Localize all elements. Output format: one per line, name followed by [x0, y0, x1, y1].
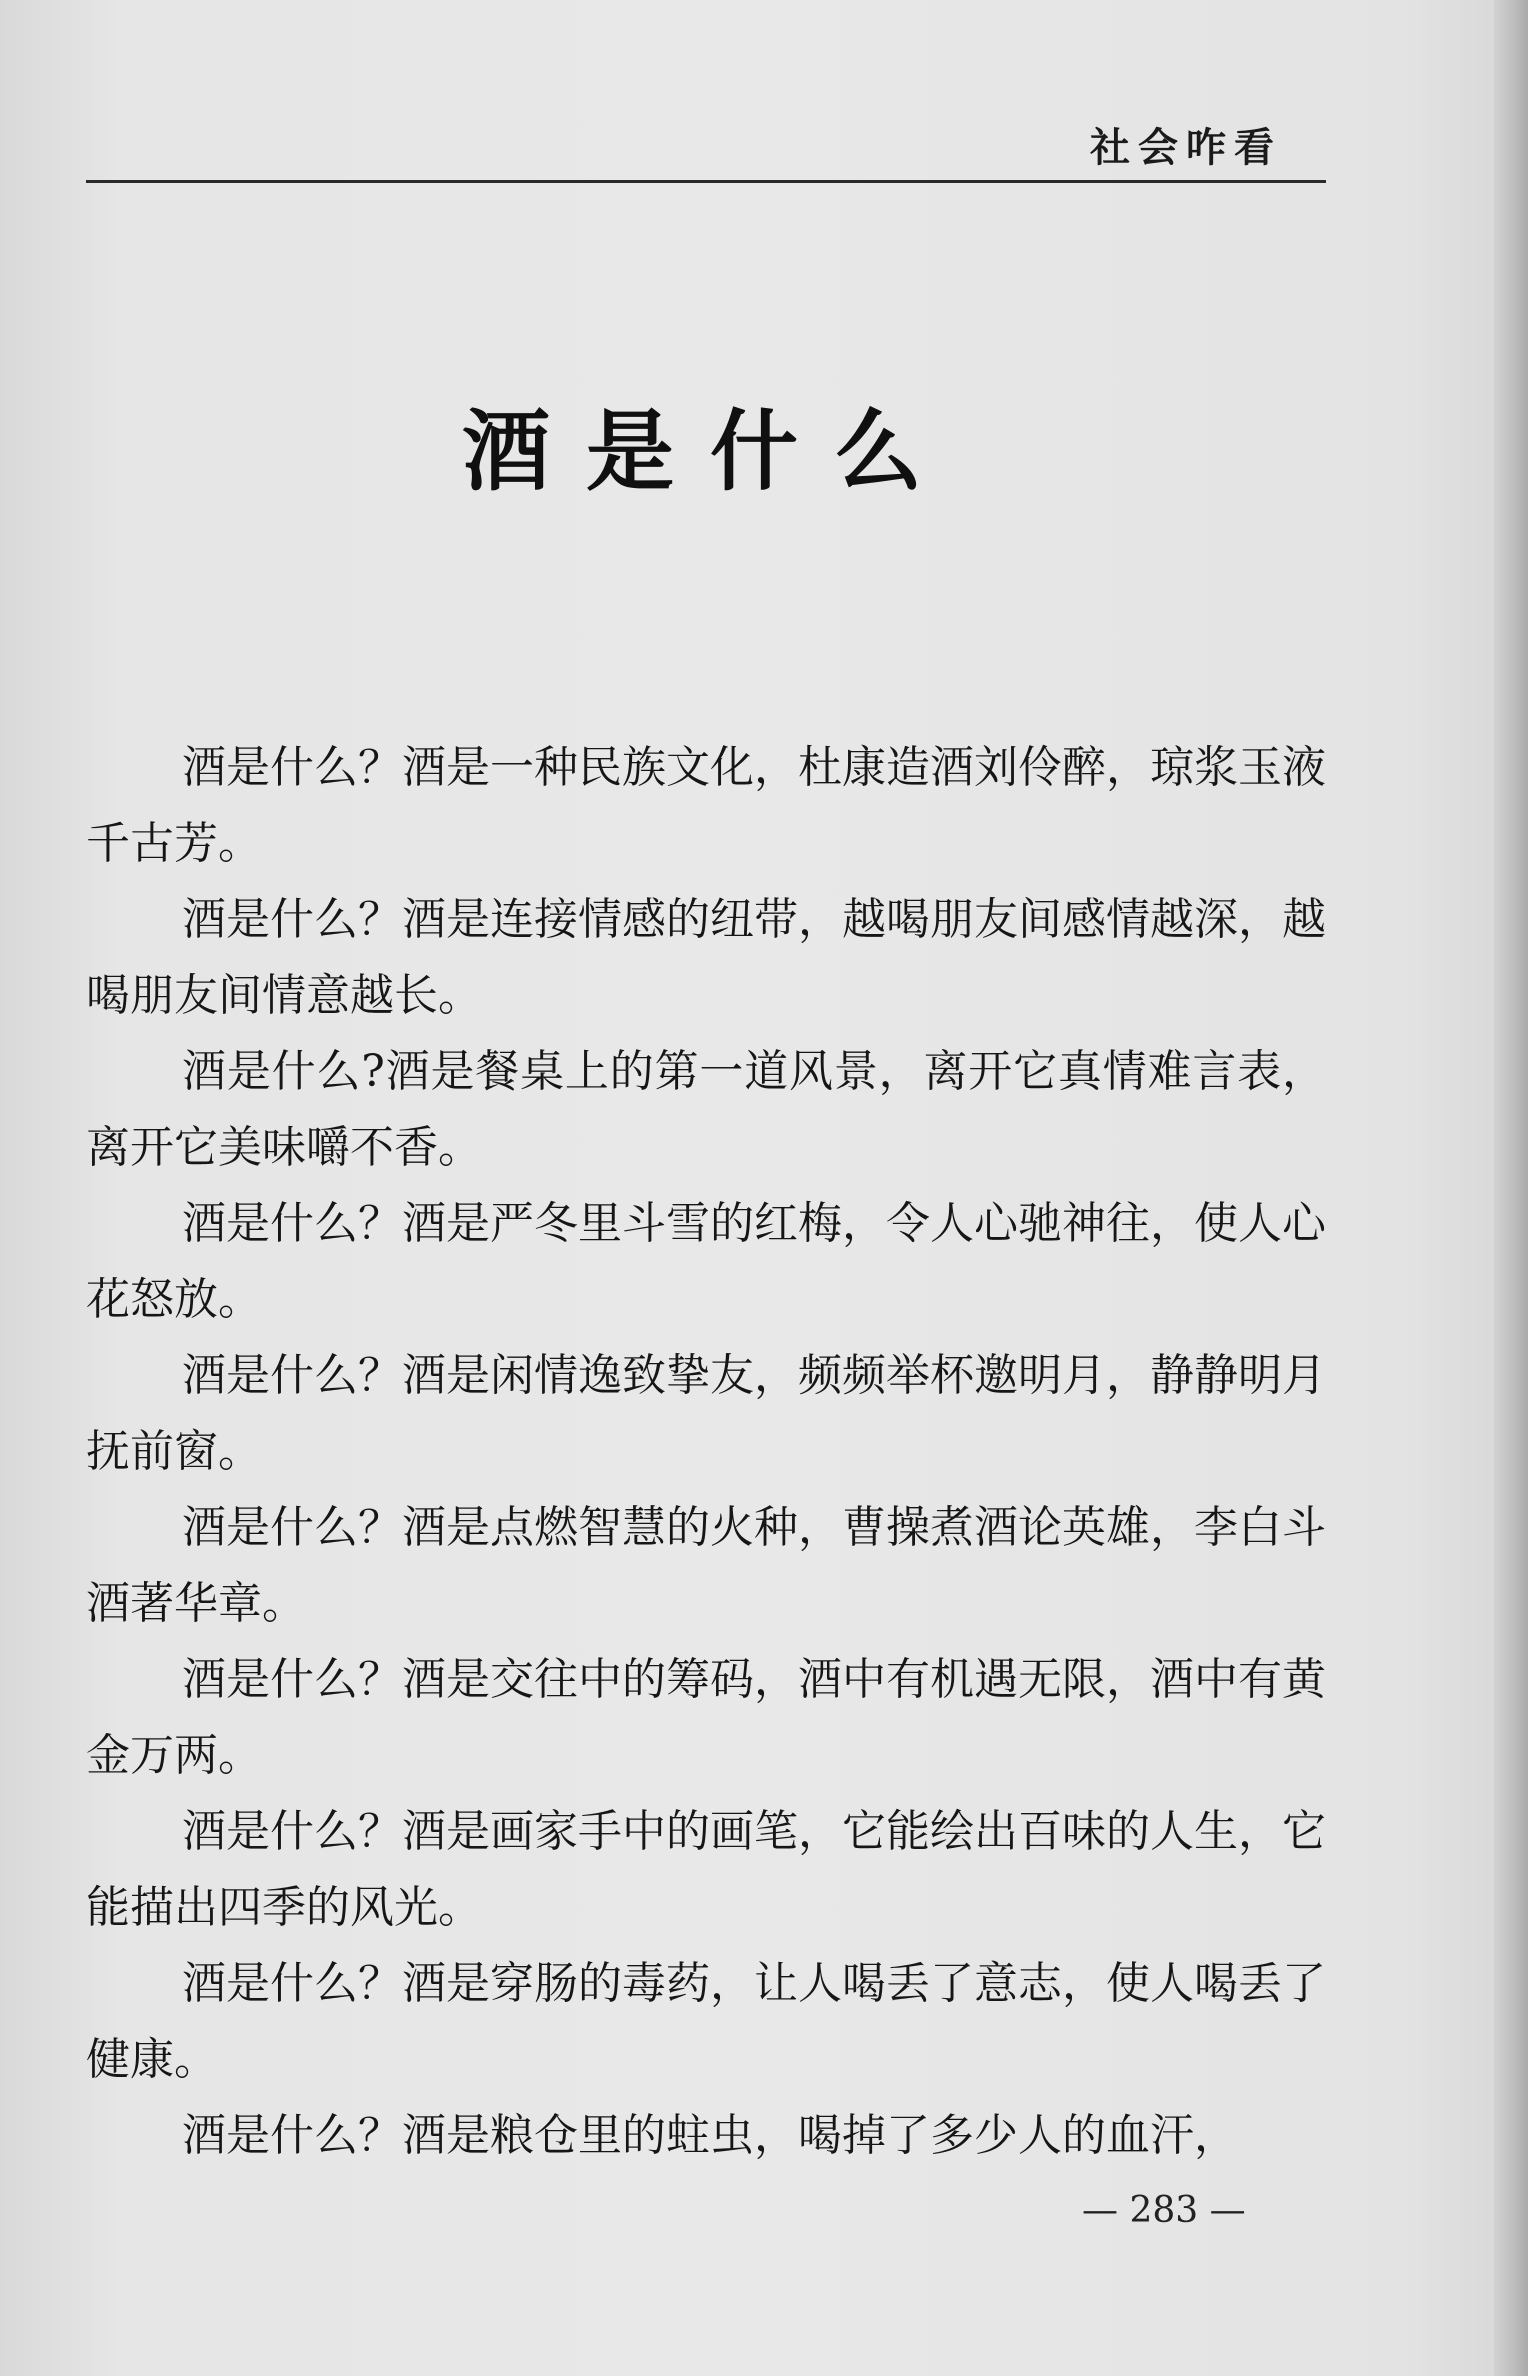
paragraph: 酒是什么？酒是交往中的筹码，酒中有机遇无限，酒中有黄金万两。 — [86, 1654, 1326, 1781]
paragraph: 酒是什么？酒是画家手中的画笔，它能绘出百味的人生，它能描出四季的风光。 — [86, 1806, 1326, 1933]
paragraph: 酒是什么?酒是餐桌上的第一道风景，离开它真情难言表，离开它美味嚼不香。 — [86, 1046, 1326, 1173]
header-rule — [86, 180, 1326, 183]
page-edge-shadow — [1494, 0, 1528, 2376]
paragraph: 酒是什么？酒是粮仓里的蛀虫，喝掉了多少人的血汗， — [182, 2110, 1238, 2161]
paragraph: 酒是什么？酒是穿肠的毒药，让人喝丢了意志，使人喝丢了健康。 — [86, 1958, 1326, 2085]
paragraph: 酒是什么？酒是一种民族文化，杜康造酒刘伶醉，琼浆玉液千古芳。 — [86, 742, 1326, 869]
article-body — [86, 730, 1326, 2174]
paragraph: 酒是什么？酒是闲情逸致挚友，频频举杯邀明月，静静明月抚前窗。 — [86, 1350, 1326, 1477]
paragraph: 酒是什么？酒是点燃智慧的火种，曹操煮酒论英雄，李白斗酒著华章。 — [86, 1502, 1326, 1629]
running-header: 社会咋看 — [1090, 125, 1282, 171]
article-title: 酒是什么 — [461, 400, 958, 503]
paragraph: 酒是什么？酒是严冬里斗雪的红梅，令人心驰神往，使人心花怒放。 — [86, 1198, 1326, 1325]
page-number: — 283 — — [1082, 2190, 1246, 2231]
paragraph: 酒是什么？酒是连接情感的纽带，越喝朋友间感情越深，越喝朋友间情意越长。 — [86, 894, 1326, 1021]
